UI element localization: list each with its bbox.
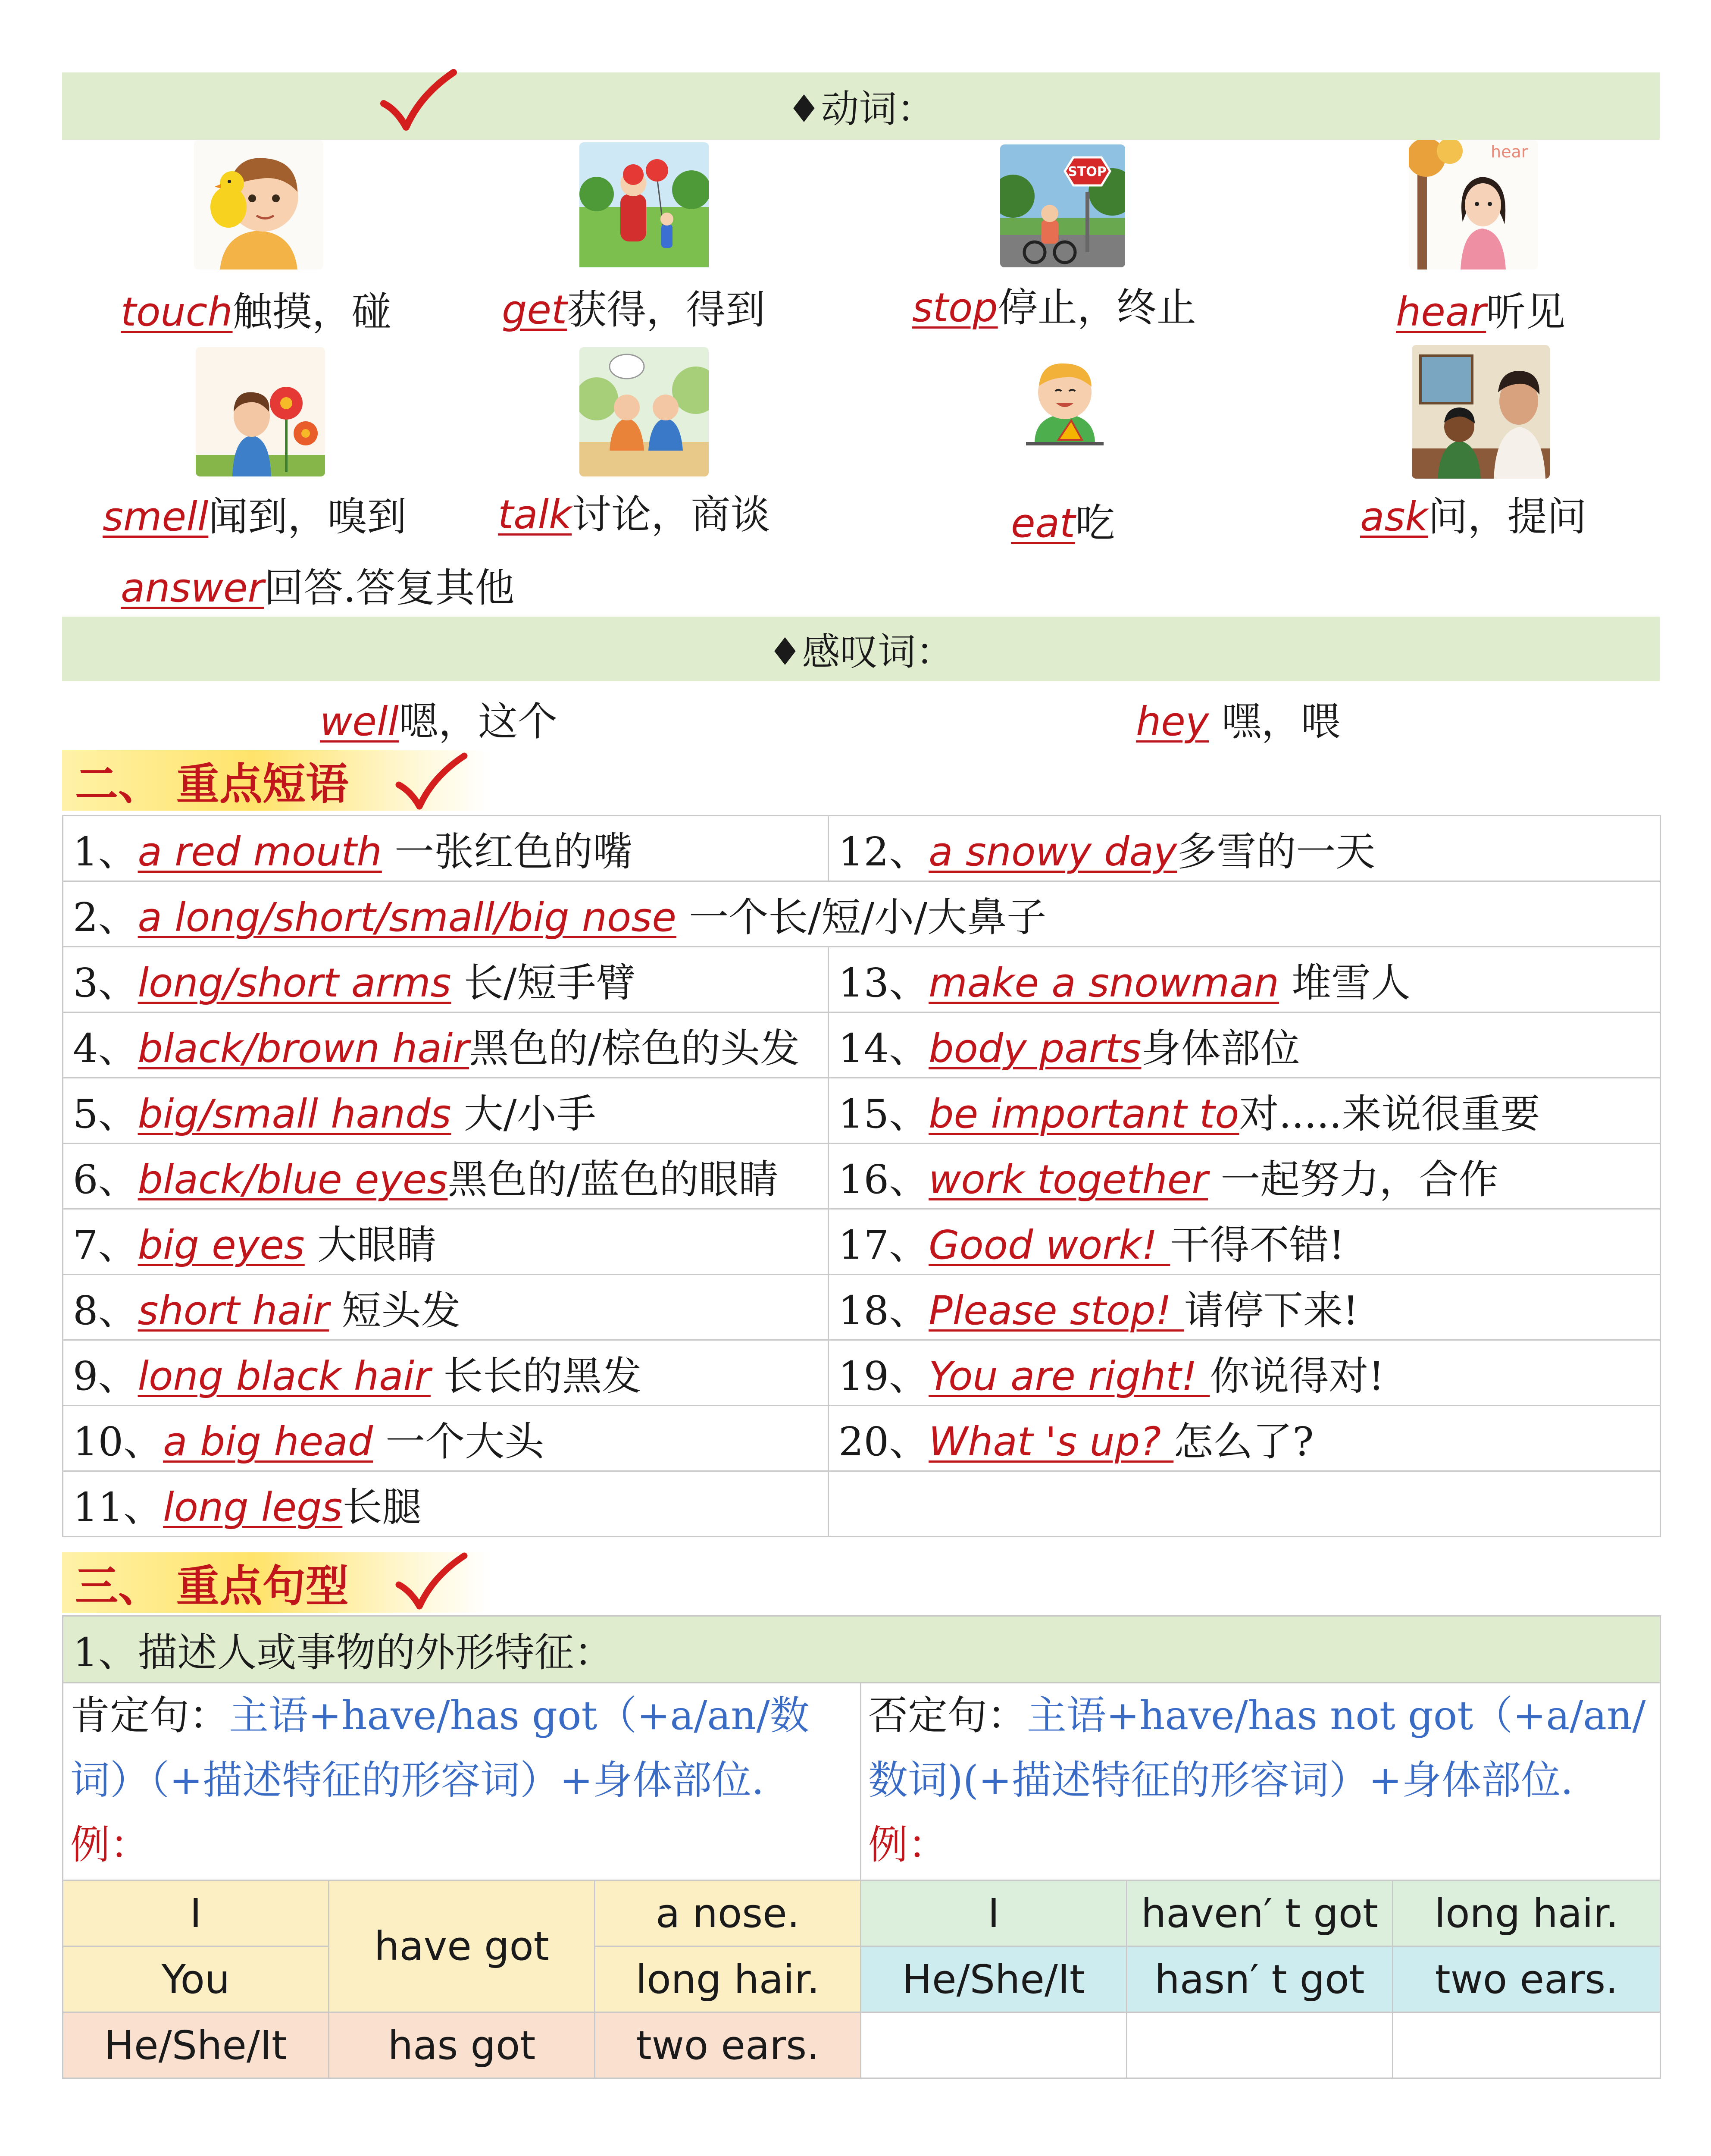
table-row bbox=[63, 1406, 1661, 1471]
phrase-num: 1、 bbox=[73, 828, 138, 875]
interjection-en: hey bbox=[1136, 699, 1209, 745]
empty-cell bbox=[861, 2012, 1127, 2078]
phrase-cell bbox=[63, 1144, 829, 1209]
phrase-zh: 一个长/短/小/大鼻子 bbox=[676, 894, 1047, 940]
phrase-zh: 大眼睛 bbox=[304, 1222, 436, 1268]
verb-en: eat bbox=[1011, 500, 1076, 546]
affirmative-cell bbox=[63, 1683, 861, 1880]
verb-zh: 问，提问 bbox=[1428, 494, 1587, 540]
aff-verb: has got bbox=[329, 2012, 595, 2078]
table-row bbox=[63, 1616, 1661, 1683]
aff-subject: He/She/It bbox=[63, 2012, 329, 2078]
verb-stop bbox=[912, 276, 1196, 333]
verb-zh: 闻到，嗅到 bbox=[208, 494, 407, 540]
talk-picture bbox=[579, 347, 709, 476]
negative-formula: 主语+have/has not got（+a/an/数词)(+描述特征的形容词）+身体部位. bbox=[868, 1692, 1646, 1803]
phrase-zh: 请停下来! bbox=[1184, 1287, 1359, 1334]
interjection-well bbox=[320, 690, 557, 747]
hear-picture bbox=[1409, 140, 1538, 270]
phrase-cell bbox=[63, 947, 829, 1012]
aff-subject: You bbox=[63, 1946, 329, 2012]
interjections-header-text: ♦感叹词： bbox=[768, 630, 954, 674]
patterns-table bbox=[62, 1615, 1661, 2079]
neg-object: two ears. bbox=[1393, 1946, 1661, 2012]
phrase-cell bbox=[829, 1144, 1661, 1209]
phrase-num: 7、 bbox=[73, 1222, 138, 1268]
phrase-en: a snowy day bbox=[929, 828, 1177, 875]
neg-subject: He/She/It bbox=[861, 1946, 1127, 2012]
phrase-en: long legs bbox=[163, 1484, 343, 1530]
phrase-cell bbox=[829, 1275, 1661, 1340]
eat-picture bbox=[1009, 351, 1121, 468]
smell-picture bbox=[196, 347, 325, 476]
phrase-zh: 身体部位 bbox=[1141, 1025, 1300, 1072]
verbs-header bbox=[62, 72, 1660, 140]
aff-object: two ears. bbox=[595, 2012, 861, 2078]
verb-en: stop bbox=[912, 285, 998, 331]
phrase-num: 17、 bbox=[838, 1222, 929, 1268]
verb-en: touch bbox=[121, 289, 233, 335]
phrase-cell bbox=[829, 947, 1661, 1012]
table-row bbox=[63, 1471, 1661, 1537]
phrase-en: black/brown hair bbox=[138, 1025, 469, 1072]
phrase-num: 20、 bbox=[838, 1418, 929, 1465]
phrase-num: 19、 bbox=[838, 1353, 929, 1399]
phrase-en: big eyes bbox=[138, 1222, 305, 1268]
table-row bbox=[63, 1078, 1661, 1144]
phrase-cell bbox=[63, 881, 1661, 947]
verbs-header-text: ♦动词： bbox=[787, 87, 935, 131]
phrase-en: a big head bbox=[163, 1418, 373, 1465]
table-row bbox=[63, 816, 1661, 881]
aff-subject: I bbox=[63, 1880, 329, 1946]
phrase-en: make a snowman bbox=[929, 959, 1279, 1006]
section-title-text: 三、 重点句型 bbox=[75, 1561, 349, 1611]
phrase-zh: 一张红色的嘴 bbox=[382, 828, 633, 875]
table-row bbox=[63, 1209, 1661, 1275]
verb-zh: 讨论，商谈 bbox=[572, 492, 770, 538]
phrases-table bbox=[62, 815, 1661, 1537]
verb-answer bbox=[121, 556, 515, 613]
phrase-zh: 多雪的一天 bbox=[1177, 828, 1376, 875]
touch-picture bbox=[194, 140, 323, 270]
phrase-cell bbox=[63, 1078, 829, 1144]
phrase-num: 5、 bbox=[73, 1091, 138, 1137]
phrase-cell bbox=[63, 816, 829, 881]
neg-subject: I bbox=[861, 1880, 1127, 1946]
stop-sign-text: STOP bbox=[1068, 164, 1107, 179]
phrase-num: 12、 bbox=[838, 828, 929, 875]
phrase-zh: 一起努力，合作 bbox=[1208, 1156, 1498, 1203]
stop-picture bbox=[1000, 144, 1125, 267]
phrase-num: 16、 bbox=[838, 1156, 929, 1203]
phrase-zh: 长/短手臂 bbox=[451, 959, 636, 1006]
verb-zh: 回答.答复其他 bbox=[264, 565, 515, 611]
aff-verb: have got bbox=[329, 1880, 595, 2012]
phrase-zh: 黑色的/蓝色的眼睛 bbox=[447, 1156, 779, 1203]
phrase-en: short hair bbox=[138, 1287, 329, 1334]
phrase-zh: 一个大头 bbox=[373, 1418, 544, 1465]
phrase-num: 18、 bbox=[838, 1287, 929, 1334]
phrase-zh: 怎么了? bbox=[1173, 1418, 1314, 1465]
verb-en: get bbox=[502, 287, 567, 333]
aff-object: long hair. bbox=[595, 1946, 861, 2012]
phrase-cell bbox=[63, 1275, 829, 1340]
phrase-cell bbox=[829, 1340, 1661, 1406]
phrase-en: long black hair bbox=[138, 1353, 431, 1399]
hear-badge-text: hear bbox=[1491, 142, 1528, 161]
negative-example: 例： bbox=[868, 1822, 948, 1868]
phrase-en: Good work! bbox=[929, 1222, 1170, 1268]
phrase-zh: 大/小手 bbox=[451, 1091, 596, 1137]
aff-object: a nose. bbox=[595, 1880, 861, 1946]
verb-en: answer bbox=[121, 565, 264, 611]
checkmark-icon bbox=[379, 69, 457, 134]
verb-get bbox=[502, 278, 765, 335]
phrase-zh: 对.....来说很重要 bbox=[1239, 1091, 1540, 1137]
phrase-en: a long/short/small/big nose bbox=[138, 894, 676, 940]
verb-zh: 吃 bbox=[1075, 500, 1115, 546]
table-row bbox=[63, 1012, 1661, 1078]
phrase-zh: 长长的黑发 bbox=[430, 1353, 642, 1399]
checkmark-icon bbox=[394, 1552, 468, 1613]
neg-verb: haven′ t got bbox=[1127, 1880, 1393, 1946]
phrase-num: 11、 bbox=[73, 1484, 163, 1530]
phrase-zh: 黑色的/棕色的头发 bbox=[469, 1025, 800, 1072]
phrase-num: 8、 bbox=[73, 1287, 138, 1334]
table-row bbox=[63, 881, 1661, 947]
phrase-cell bbox=[63, 1209, 829, 1275]
phrase-num: 9、 bbox=[73, 1353, 138, 1399]
phrase-zh: 短头发 bbox=[329, 1287, 461, 1334]
phrase-num: 10、 bbox=[73, 1418, 163, 1465]
affirmative-example: 例： bbox=[70, 1822, 150, 1868]
phrase-num: 14、 bbox=[838, 1025, 929, 1072]
phrase-cell bbox=[63, 1012, 829, 1078]
verb-en: ask bbox=[1360, 494, 1428, 540]
pattern-row-title: 1、描述人或事物的外形特征： bbox=[63, 1616, 1661, 1683]
neg-verb: hasn′ t got bbox=[1127, 1946, 1393, 2012]
table-row bbox=[63, 1946, 1661, 2012]
phrase-num: 2、 bbox=[73, 894, 138, 940]
interjection-zh: 嘿，喂 bbox=[1209, 699, 1341, 745]
interjection-hey bbox=[1136, 690, 1341, 747]
verb-ask bbox=[1360, 485, 1587, 542]
phrase-zh: 长腿 bbox=[342, 1484, 422, 1530]
table-row bbox=[63, 947, 1661, 1012]
phrase-en: a red mouth bbox=[138, 828, 382, 875]
verb-en: hear bbox=[1396, 289, 1486, 335]
empty-cell bbox=[1393, 2012, 1661, 2078]
table-row bbox=[63, 1683, 1661, 1880]
table-row bbox=[63, 1340, 1661, 1406]
phrase-cell bbox=[829, 1012, 1661, 1078]
phrase-en: What 's up? bbox=[929, 1418, 1174, 1465]
section-title-text: 二、 重点短语 bbox=[75, 758, 349, 809]
verb-zh: 听见 bbox=[1486, 289, 1566, 335]
phrase-num: 3、 bbox=[73, 959, 138, 1006]
phrase-en: long/short arms bbox=[138, 959, 451, 1006]
phrase-cell bbox=[63, 1471, 829, 1537]
phrase-cell bbox=[829, 1078, 1661, 1144]
affirmative-formula: 主语+have/has got（+a/an/数词）（+描述特征的形容词）+身体部位. bbox=[70, 1692, 810, 1803]
checkmark-icon bbox=[394, 752, 468, 813]
negative-label: 否定句： bbox=[868, 1692, 1027, 1739]
verb-smell bbox=[103, 485, 407, 542]
empty-cell bbox=[1127, 2012, 1393, 2078]
verb-en: talk bbox=[498, 492, 572, 538]
verb-eat bbox=[1011, 492, 1115, 548]
phrase-zh: 干得不错! bbox=[1170, 1222, 1345, 1268]
phrase-en: work together bbox=[929, 1156, 1208, 1203]
verb-zh: 获得，得到 bbox=[567, 287, 766, 333]
phrase-en: be important to bbox=[929, 1091, 1239, 1137]
phrase-en: Please stop! bbox=[929, 1287, 1184, 1334]
phrase-zh: 堆雪人 bbox=[1279, 959, 1411, 1006]
interjections-header bbox=[62, 617, 1660, 681]
phrase-en: body parts bbox=[929, 1025, 1142, 1072]
table-row bbox=[63, 1144, 1661, 1209]
table-row bbox=[63, 1880, 1661, 1946]
phrase-en: black/blue eyes bbox=[138, 1156, 448, 1203]
phrase-cell bbox=[63, 1406, 829, 1471]
phrase-cell bbox=[63, 1340, 829, 1406]
phrase-cell bbox=[829, 816, 1661, 881]
phrase-cell bbox=[829, 1406, 1661, 1471]
verb-zh: 触摸，碰 bbox=[232, 289, 391, 335]
phrase-num: 4、 bbox=[73, 1025, 138, 1072]
verb-zh: 停止，终止 bbox=[998, 285, 1196, 331]
interjection-en: well bbox=[320, 699, 399, 745]
negative-cell bbox=[861, 1683, 1661, 1880]
verb-en: smell bbox=[103, 494, 209, 540]
phrase-num: 15、 bbox=[838, 1091, 929, 1137]
neg-object: long hair. bbox=[1393, 1880, 1661, 1946]
verb-talk bbox=[498, 483, 770, 540]
verb-touch bbox=[121, 280, 391, 337]
table-row bbox=[63, 1275, 1661, 1340]
phrase-cell-empty bbox=[829, 1471, 1661, 1537]
phrase-num: 13、 bbox=[838, 959, 929, 1006]
phrase-en: You are right! bbox=[929, 1353, 1210, 1399]
affirmative-label: 肯定句： bbox=[70, 1692, 229, 1739]
phrase-num: 6、 bbox=[73, 1156, 138, 1203]
ask-picture bbox=[1412, 345, 1550, 479]
interjection-zh: 嗯，这个 bbox=[398, 699, 557, 745]
phrase-cell bbox=[829, 1209, 1661, 1275]
table-row bbox=[63, 2012, 1661, 2078]
get-picture bbox=[579, 142, 709, 272]
verb-hear bbox=[1396, 280, 1565, 337]
phrase-zh: 你说得对! bbox=[1210, 1353, 1385, 1399]
phrase-en: big/small hands bbox=[138, 1091, 451, 1137]
